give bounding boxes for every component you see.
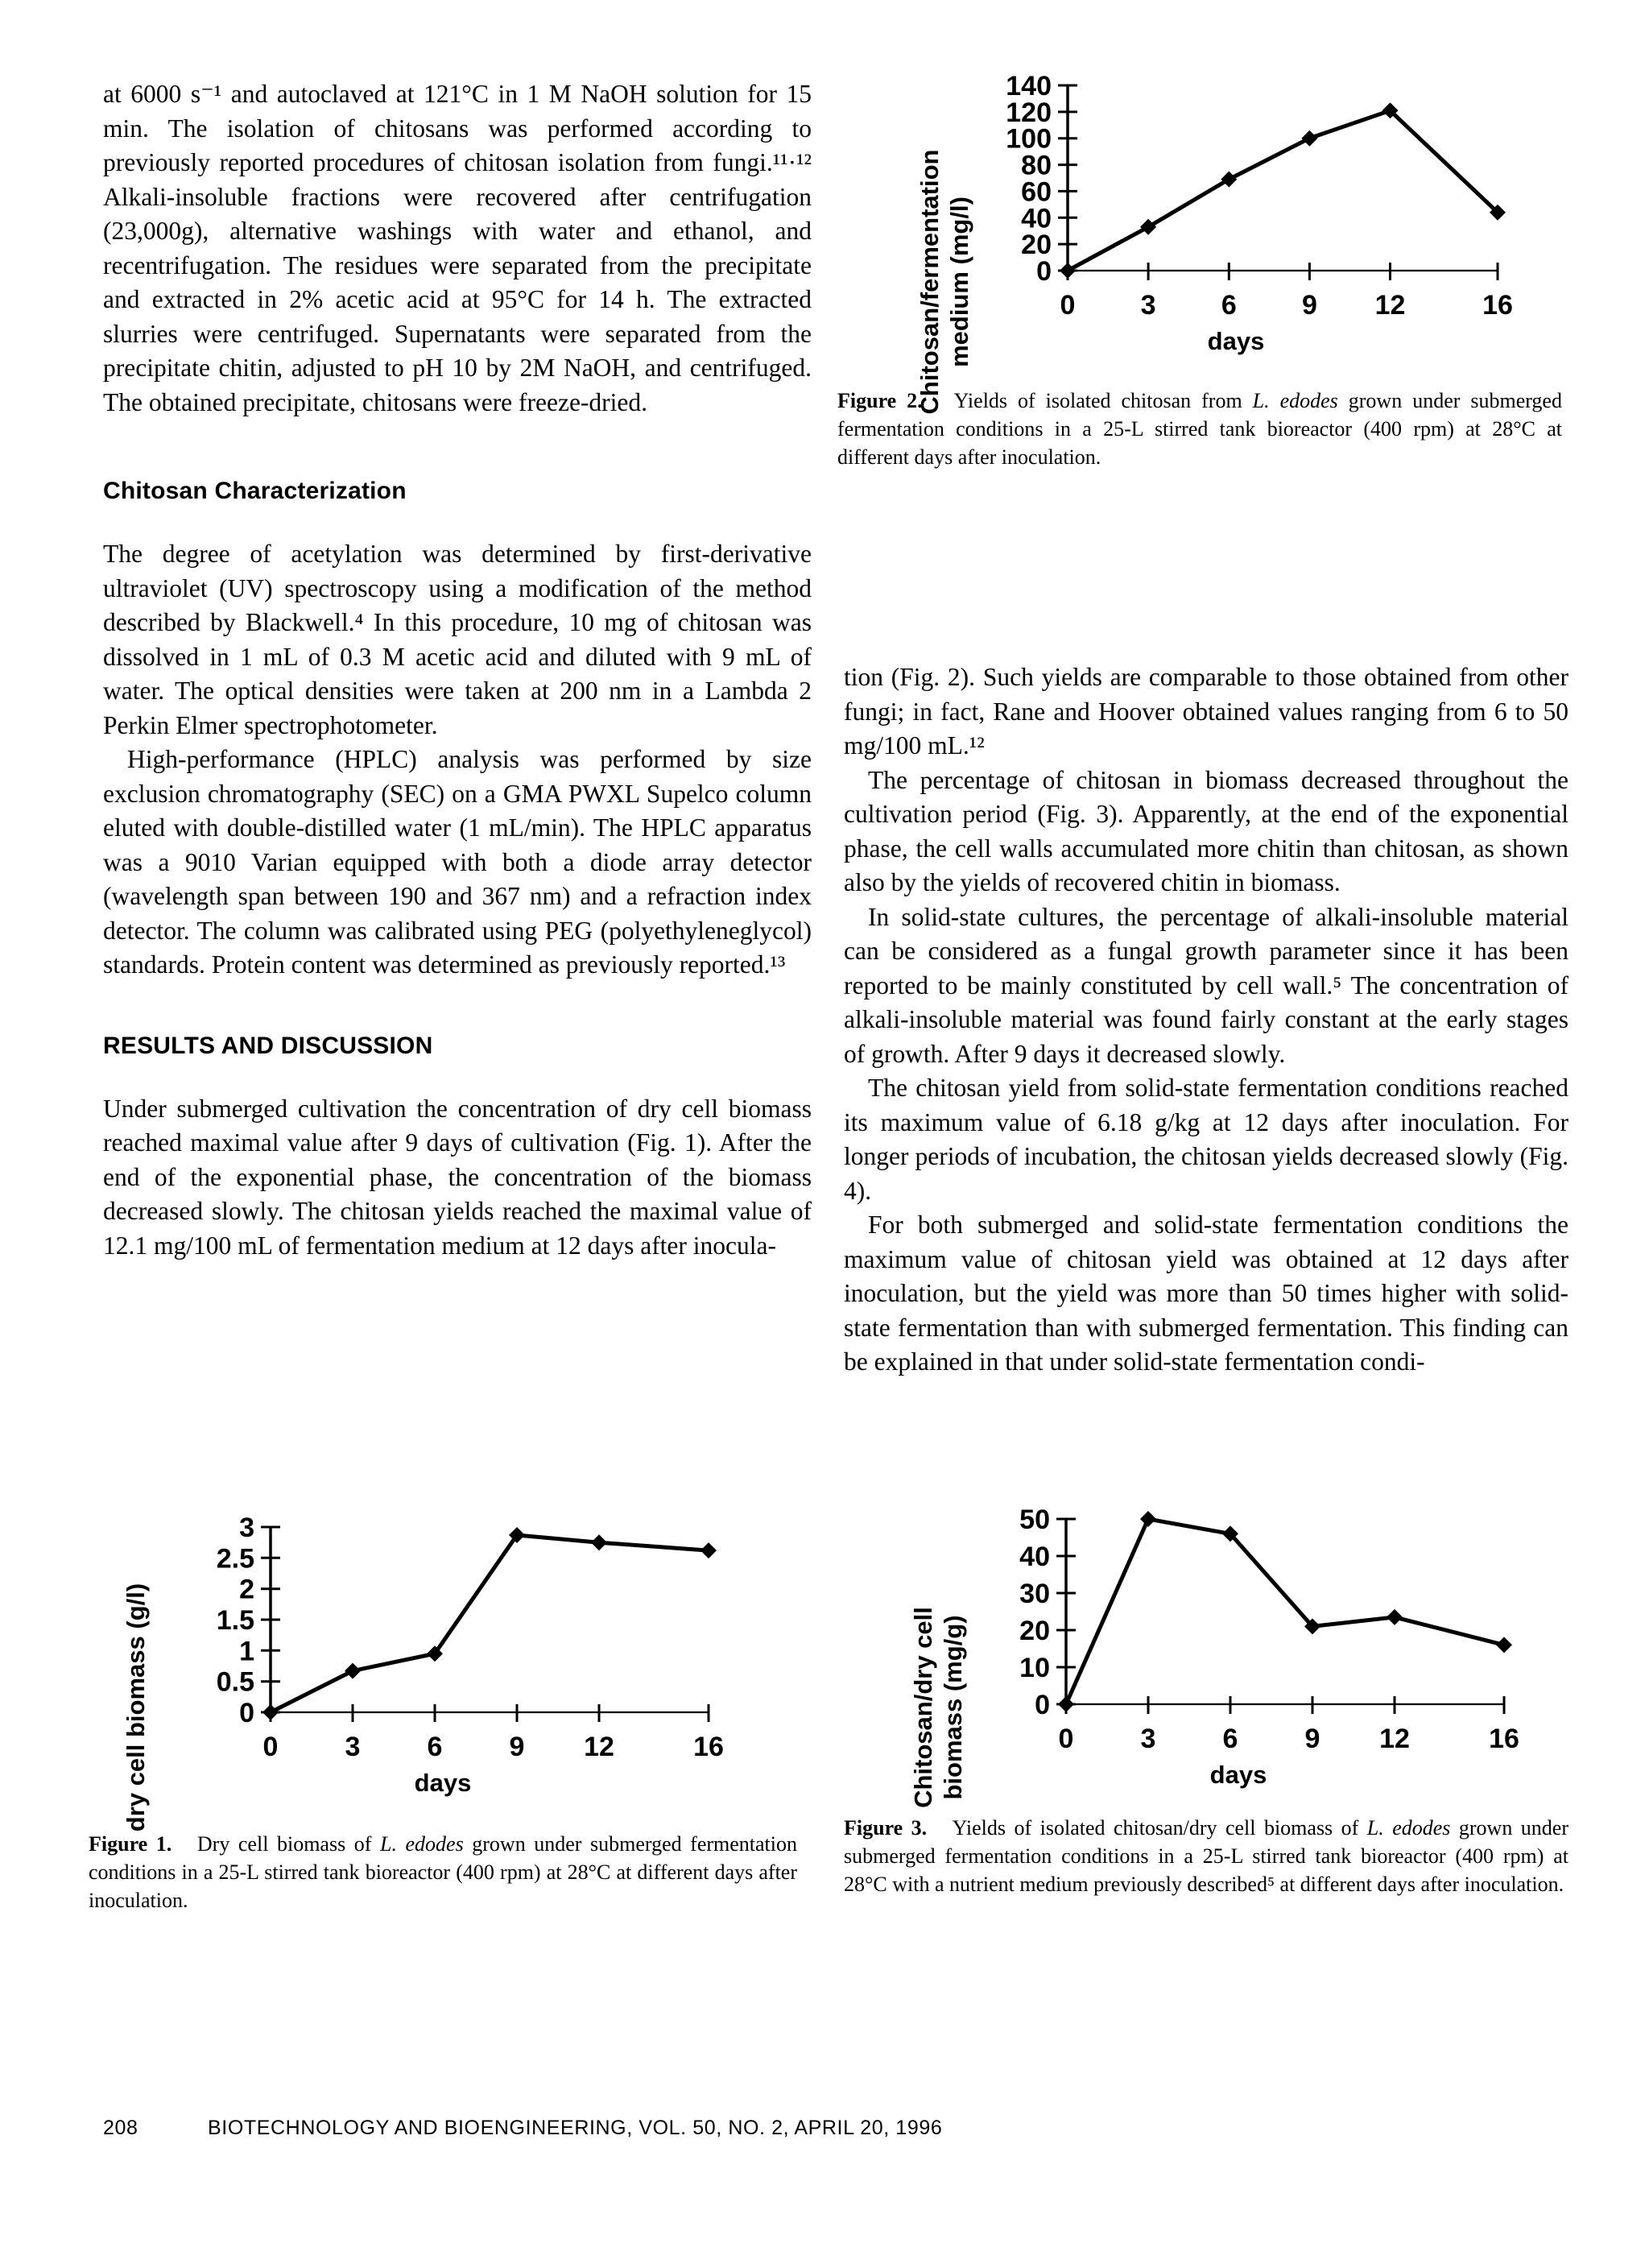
figure-3-xlabel: days [1209, 1761, 1267, 1789]
figure-3-caption-label: Figure 3. [844, 1816, 928, 1840]
y-tick-labels [1019, 1506, 1050, 1720]
paragraph-yields: tion (Fig. 2). Such yields are comparable to those obtained from other fungi; in fact, Rane and Hoover obtained values ranging from 6 to 50 mg/100 mL.¹² [844, 663, 1568, 759]
svg-text:16: 16 [1482, 290, 1513, 321]
svg-text:0: 0 [262, 1732, 279, 1762]
x-tick-labels [1059, 1724, 1519, 1754]
figure-3-caption-species: L. edodes [1366, 1816, 1451, 1840]
figure-1-svg [177, 1514, 789, 1764]
spacer [103, 1060, 812, 1092]
heading-results-and-discussion: RESULTS AND DISCUSSION [103, 1032, 433, 1059]
svg-text:12: 12 [1374, 290, 1406, 321]
svg-text:20: 20 [1019, 1616, 1050, 1646]
figure-2-caption-species: L. edodes [1252, 389, 1338, 412]
svg-text:16: 16 [1489, 1724, 1519, 1754]
ylabel-line-2: medium (mg/l) [945, 197, 973, 367]
ylabel-line-1: Chitosan/dry cell [909, 1607, 937, 1808]
figure-3 [844, 1506, 1585, 1898]
figure-2-caption-text-a: Yields of isolated chitosan from [953, 389, 1253, 412]
svg-text:9: 9 [1304, 1724, 1320, 1754]
paragraph-both-conditions: For both submerged and solid-state fermentation conditions the maximum value of chitosan yield was obtained at 12 days after inoculation, but the yield was more than 50 times higher with solid-state fermentation than with submerged fermentation. This finding can be explained in that under solid-state fermentation condi- [844, 1211, 1568, 1376]
paragraph-percentage: The percentage of chitosan in biomass decreased throughout the cultivation period (Fig. 3). Apparently, at the end of the exponential phase, the cell walls accumulated more chitin than chitosan, as shown also by the yields of recovered chitin in biomass. [844, 765, 1568, 896]
figure-2-series-line [1068, 110, 1498, 271]
svg-text:0: 0 [239, 1698, 254, 1728]
figure-1-series-line [271, 1535, 709, 1712]
figure-3-caption-text-a: Yields of isolated chitosan/dry cell biomass of [952, 1816, 1367, 1840]
ylabel-line-1: Chitosan/fermentation [915, 149, 944, 415]
figure-1-caption [89, 1830, 797, 1914]
paragraph-hplc: High-performance (HPLC) analysis was performed by size exclusion chromatography (SEC) on a GMA PWXL Supelco column eluted with double-distilled water (1 mL/min). The HPLC apparatus was a 9010 Varian equipped with both a diode array detector (wavelength span between 190 and 367 nm) and a refraction index detector. The column was calibrated using PEG (polyethyleneglycol) standards. Protein content was determined as previously reported.¹³ [103, 745, 812, 979]
figure-1-xlabel: days [414, 1769, 472, 1797]
svg-text:100: 100 [1006, 123, 1052, 155]
page-number: 208 [103, 2117, 138, 2139]
figure-1-caption-text-b: grown under submerged fermentation conditions in a 25-L stirred tank bioreactor (400 rpm) at 28°C at different days after inoculation. [89, 1832, 797, 1912]
page-footer [103, 2117, 1552, 2140]
x-tick-labels [1060, 290, 1513, 321]
x-tick-labels [263, 1732, 724, 1762]
svg-text:12: 12 [584, 1732, 614, 1762]
figure-2-svg [974, 72, 1578, 322]
svg-text:0: 0 [1036, 256, 1052, 287]
figure-3-ylabel [908, 1546, 968, 1869]
svg-text:10: 10 [1019, 1653, 1050, 1683]
figure-3-series-line [1066, 1519, 1504, 1704]
journal-info: BIOTECHNOLOGY AND BIOENGINEERING, VOL. 50, NO. 2, APRIL 20, 1996 [208, 2117, 943, 2139]
svg-text:120: 120 [1006, 97, 1052, 128]
ylabel-line-2: biomass (mg/g) [939, 1615, 967, 1800]
svg-text:0: 0 [1035, 1690, 1050, 1720]
figure-1 [89, 1514, 813, 1914]
paragraph-chitosan-yield: The chitosan yield from solid-state fermentation conditions reached its maximum value of 6.18 g/kg at 12 days after inoculation. For longer periods of incubation, the chitosan yields decreased slowly (Fig. 4). [844, 1074, 1568, 1205]
figure-2-caption-text-b: grown under submerged fermentation conditions in a 25-L stirred tank bioreactor (400 rpm) at 28°C at different days after inoculation. [837, 389, 1562, 469]
svg-text:80: 80 [1021, 150, 1052, 181]
figure-3-svg [973, 1506, 1585, 1756]
paragraph-solid-state: In solid-state cultures, the percentage of alkali-insoluble material can be considered as a fungal growth parameter since it has been reported to be mainly constituted by cell wall.⁵ The concentration of alkali-insoluble material was found fairly constant at the early stages of growth. After 9 days it decreased slowly. [844, 902, 1568, 1068]
paragraph-results: Under submerged cultivation the concentration of dry cell biomass reached maximal value after 9 days of cultivation (Fig. 1). After the end of the exponential phase, the concentration of the biomass decreased slowly. The chitosan yields reached the maximal value of 12.1 mg/100 mL of fermentation medium at 12 days after inocula- [103, 1094, 812, 1260]
paragraph-acetylation: The degree of acetylation was determined by first-derivative ultraviolet (UV) spectroscopy using a modification of the method described by Blackwell.⁴ In this procedure, 10 mg of chitosan was dissolved in 1 mL of 0.3 M acetic acid and diluted with 9 mL of water. The optical densities were taken at 200 nm in a Lambda 2 Perkin Elmer spectrophotometer. [103, 540, 812, 739]
figure-2 [837, 72, 1578, 471]
figure-2-data-points [1060, 102, 1506, 279]
svg-text:3: 3 [1140, 290, 1156, 321]
figure-3-plot [973, 1506, 1585, 1790]
spacer [103, 983, 812, 1033]
spacer [103, 505, 812, 537]
svg-text:16: 16 [693, 1732, 724, 1762]
figure-1-data-points [262, 1527, 717, 1720]
figure-3-data-points [1058, 1511, 1512, 1712]
left-column [103, 77, 812, 1263]
svg-text:3: 3 [1140, 1724, 1156, 1754]
svg-text:140: 140 [1006, 72, 1052, 101]
svg-text:0: 0 [1058, 1724, 1074, 1754]
paragraph-methods-continued: at 6000 s⁻¹ and autoclaved at 121°C in 1 M NaOH solution for 15 min. The isolation of chitosans was performed according to previously reported procedures of chitosan isolation from fungi.¹¹·¹² Alkali-insoluble fractions were recovered after centrifugation (23,000g), alternative washings with water and ethanol, and recentrifugation. The residues were separated from the precipitate and extracted in 2% acetic acid at 95°C for 14 h. The extracted slurries were centrifuged. Supernatants were separated from the precipitate chitin, adjusted to pH 10 by 2M NaOH, and centrifuged. The obtained precipitate, chitosans were freeze-dried. [103, 80, 812, 416]
svg-text:2: 2 [239, 1574, 254, 1605]
heading-chitosan-characterization: Chitosan Characterization [103, 478, 407, 504]
figure-1-caption-text-a: Dry cell biomass of [196, 1832, 380, 1856]
svg-text:50: 50 [1019, 1506, 1050, 1535]
y-tick-labels [217, 1514, 254, 1728]
figure-1-ylabel [121, 1554, 151, 1860]
svg-text:20: 20 [1021, 230, 1052, 261]
svg-text:40: 40 [1019, 1542, 1050, 1572]
figure-2-xlabel: days [1207, 327, 1265, 355]
svg-text:30: 30 [1019, 1579, 1050, 1609]
svg-text:6: 6 [1222, 1724, 1238, 1754]
svg-text:6: 6 [427, 1732, 443, 1762]
right-column [844, 660, 1568, 1380]
svg-text:2.5: 2.5 [216, 1543, 254, 1575]
svg-text:9: 9 [1301, 290, 1317, 321]
svg-text:3: 3 [239, 1514, 254, 1543]
figure-2-caption-label: Figure 2. [837, 389, 923, 412]
figure-3-caption-text-b: grown under submerged fermentation conditions in a 25-L stirred tank bioreactor (400 rpm) at 28°C with a nutrient medium previously described⁵ at different days after inoculation. [844, 1816, 1568, 1896]
svg-text:0: 0 [1060, 290, 1076, 321]
svg-text:0.5: 0.5 [216, 1666, 254, 1698]
ylabel-line-1: dry cell biomass (g/l) [122, 1583, 150, 1832]
spacer [103, 420, 812, 478]
svg-text:1.5: 1.5 [216, 1605, 254, 1636]
svg-text:60: 60 [1021, 176, 1052, 208]
svg-text:9: 9 [509, 1732, 525, 1762]
y-tick-labels [1006, 72, 1052, 287]
figure-1-plot [177, 1514, 813, 1798]
svg-text:6: 6 [1221, 290, 1237, 321]
figure-1-caption-label: Figure 1. [89, 1832, 172, 1856]
figure-1-caption-species: L. edodes [379, 1832, 464, 1856]
svg-text:12: 12 [1379, 1724, 1410, 1754]
svg-text:3: 3 [345, 1732, 361, 1762]
figure-2-plot [974, 72, 1578, 356]
svg-text:40: 40 [1021, 203, 1052, 234]
svg-text:1: 1 [239, 1636, 254, 1667]
figure-2-ylabel [915, 113, 974, 451]
